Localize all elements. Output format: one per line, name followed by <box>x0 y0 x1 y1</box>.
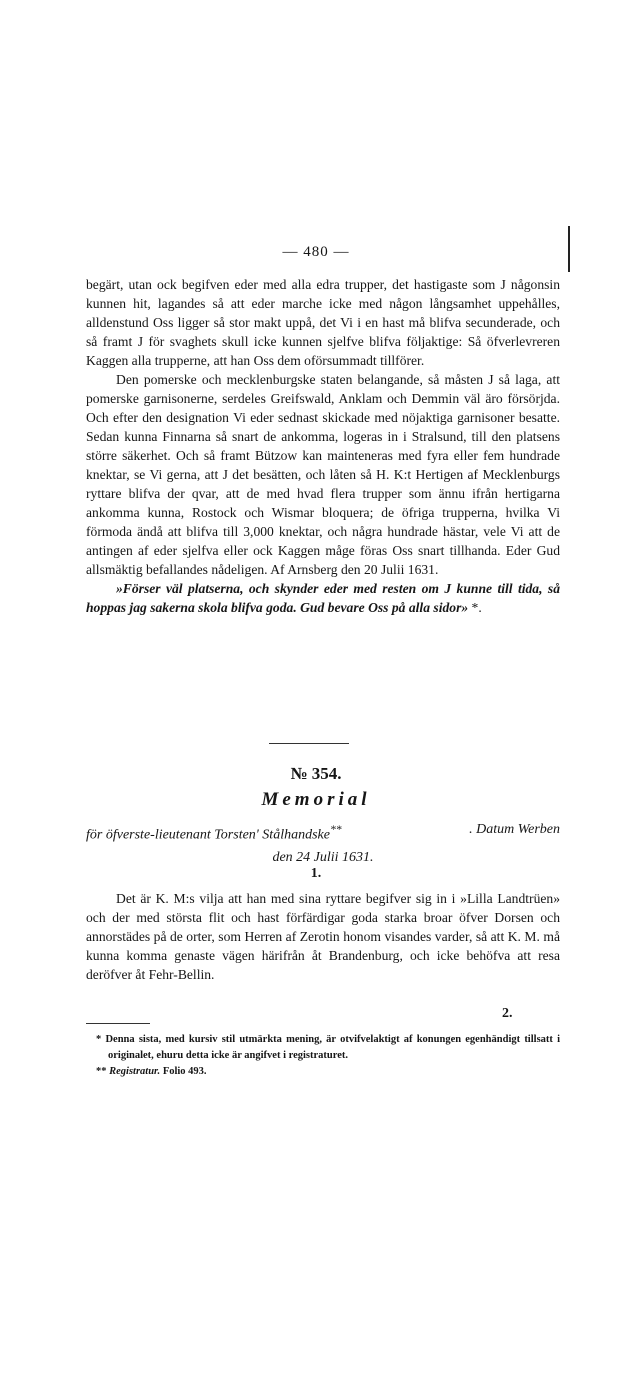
footnote-1-text: Denna sista, med kursiv stil utmärkta mening, är otvifvelaktigt af konungen egenhändigt tillsatt i originalet, ehuru detta icke är angifvet i registraturet. <box>105 1034 561 1061</box>
letter-closing <box>86 579 560 617</box>
footnotes <box>86 1032 560 1080</box>
letter-paragraph-1: begärt, utan ock begifven eder med alla edra trupper, det hastigaste som J någonsin kunnen hit, lagandes så att eder marche icke med någon långsamhet uppehålles, alldenstund Oss ligger så stor makt uppå, det Vi i en hast må blifva secunderade, och så framt J för svaghets skull icke kunnen sjelfve blifva följaktige: Så öfverlevreren Kaggen alla trupperne, att han Oss dem oförsummadt tillförer. <box>86 277 560 368</box>
memorial-body <box>86 889 560 984</box>
section-separator <box>269 743 349 744</box>
footnote-2 <box>86 1064 560 1080</box>
footnote-1 <box>86 1032 560 1064</box>
footnote-1-mark: * <box>96 1034 102 1045</box>
letter-continuation <box>86 275 560 617</box>
subtitle-line-1 <box>86 819 560 847</box>
memorial-paragraph-1: Det är K. M:s vilja att han med sina ryttare begifver sig in i »Lilla Landtrüen» och der med största flit och hast förfärdigar goda starka broar öfver Dorsen och annorstädes på de orter, som Herren af Zerotin honom visandes varder, så att K. M. må kunna komma genaste vägen härifrån åt Brandenburg, och icke behöfva att resa deröfver åt Fehr-Bellin. <box>86 891 560 982</box>
footnote-2-source: Registratur. <box>109 1066 161 1077</box>
catchword: 2. <box>502 1006 513 1021</box>
footnote-2-folio: Folio 493. <box>162 1066 207 1077</box>
footnote-2-mark: ** <box>96 1066 107 1077</box>
footnote-rule <box>86 1023 150 1024</box>
footnote-ref-1: *. <box>468 600 482 615</box>
subtitle-recipient: för öfverste-lieutenant Torsten' Stålhandske <box>86 827 330 843</box>
footnote-ref-2: ** <box>329 823 342 836</box>
document-subtitle <box>86 819 560 869</box>
letter-paragraph-2: Den pomerske och mecklenburgske staten belangande, så måsten J så laga, att pomerske garnisonerne, serdeles Greifswald, Anklam och Demmin väl äro försörjda. Och efter den designation Vi eder sednast skickade med nöjaktiga garnisoner besatte. Sedan kunna Finnarna så snart de ankomma, logeras in i Stralsund, till den platsens större säkerhet. Och så framt Bützow kan mainteneras med fyra eller fem hundrade knektar, se Vi gerna, att J det besätten, och låten så H. K:t Hertigen af Mecklenburgs ryttare blifva der qvar, att de med hvad flera trupper som ännu ifrån hertigarna ankomma kunna, Rostock och Wismar bloquera; de öfriga trupperna, hvilka Vi förmoda ändå att blifva till 3,000 knektar, och några hundrade hästar, vele Vi att de antingen af eder sjelfva eller ock Kaggen måge föras Oss snart tillhanda. Eder Gud allsmäktig befallandes nådeligen. Af Arnsberg den 20 Julii 1631. <box>86 372 560 577</box>
section-number: 1. <box>310 866 322 881</box>
page-number: — 480 — <box>282 244 350 260</box>
subtitle-date: den 24 Julii 1631. <box>272 849 374 865</box>
document-title: Memorial <box>261 789 371 810</box>
subtitle-place: . Datum Werben <box>469 822 560 837</box>
document-number: № 354. <box>290 764 342 783</box>
subtitle-recipient-group <box>86 819 342 847</box>
letter-closing-text: »Förser väl platserna, och skynder eder med resten om J kunne till tida, så hoppas jag sakerna skola blifva goda. Gud bevare Oss på alla sidor» <box>86 581 560 615</box>
